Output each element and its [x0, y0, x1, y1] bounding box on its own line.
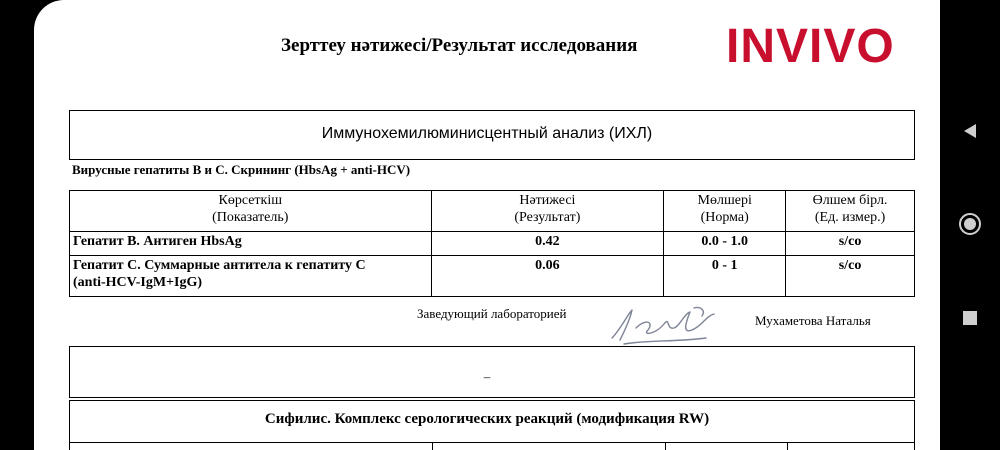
document-page — [34, 0, 940, 450]
column-divider — [665, 443, 666, 450]
header-result: Нәтижесі (Результат) — [431, 191, 664, 232]
invivo-logo: INVIVO — [726, 20, 895, 73]
syphilis-table-header — [69, 442, 915, 450]
result-cell: 0.06 — [431, 256, 664, 297]
unit-cell: s/co — [786, 232, 915, 256]
signature-label: Заведующий лабораторией — [417, 306, 567, 321]
home-button[interactable] — [950, 204, 990, 244]
screening-title: Вирусные гепатиты В и С. Скрининг (HbsAg + anti-HCV) — [72, 162, 411, 177]
analysis-title: Иммунохемилюминисцентный анализ (ИХЛ) — [321, 125, 653, 142]
back-button[interactable] — [950, 111, 990, 151]
handwritten-signature — [606, 300, 726, 348]
table-row — [70, 256, 915, 297]
results-table — [69, 190, 915, 297]
indicator-cell: Гепатит С. Суммарные антитела к гепатиту С (anti-HCV-IgM+IgG) — [70, 256, 432, 297]
page-title: Зерттеу нәтижесі/Результат исследования — [281, 35, 638, 56]
table-header-row — [70, 191, 915, 232]
recent-apps-button[interactable] — [950, 298, 990, 338]
result-cell: 0.42 — [431, 232, 664, 256]
back-icon — [962, 123, 978, 139]
unit-cell: s/co — [786, 256, 915, 297]
norm-cell: 0.0 - 1.0 — [664, 232, 786, 256]
header-indicator: Көрсеткіш (Показатель) — [70, 191, 432, 232]
android-navigation-bar — [940, 0, 1000, 450]
table-row — [70, 232, 915, 256]
column-divider — [432, 443, 433, 450]
syphilis-title: Сифилис. Комплекс серологических реакций (модификация RW) — [264, 411, 710, 427]
signature-name: Мухаметова Наталья — [755, 313, 871, 328]
recent-apps-icon — [963, 311, 977, 325]
header-norm: Мөлшері (Норма) — [664, 191, 786, 232]
column-divider — [787, 443, 788, 450]
indicator-cell: Гепатит В. Антиген HbsAg — [70, 232, 432, 256]
empty-section-text: – — [483, 369, 491, 384]
norm-cell: 0 - 1 — [664, 256, 786, 297]
header-unit: Өлшем бірл. (Ед. измер.) — [786, 191, 915, 232]
home-icon — [958, 212, 982, 236]
